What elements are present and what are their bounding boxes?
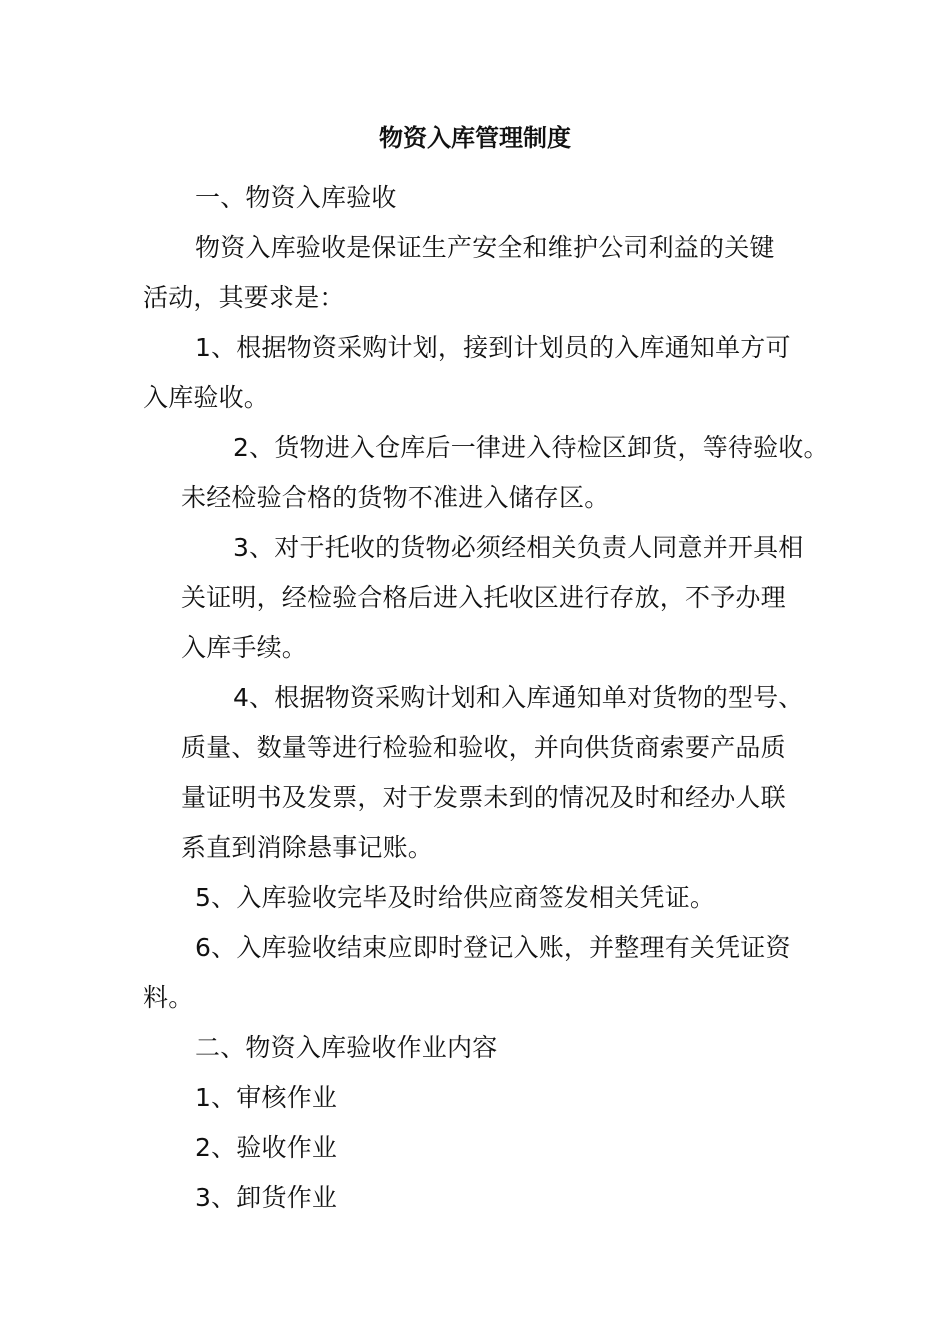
paragraph-line: 质量、数量等进行检验和验收，并向供货商索要产品质 xyxy=(181,733,786,762)
paragraph-line: 系直到消除悬事记账。 xyxy=(181,833,434,862)
list-item-6: 6、入库验收结束应即时登记入账，并整理有关凭证资 xyxy=(195,933,791,962)
list-item-unloading: 3、卸货作业 xyxy=(195,1183,338,1212)
list-item-acceptance: 2、验收作业 xyxy=(195,1133,338,1162)
document-title: 物资入库管理制度 xyxy=(379,124,571,152)
paragraph-line: 量证明书及发票，对于发票未到的情况及时和经办人联 xyxy=(181,783,786,812)
section-heading-1: 一、物资入库验收 xyxy=(195,183,397,212)
paragraph-line: 入库验收。 xyxy=(143,383,270,412)
paragraph-line: 未经检验合格的货物不准进入储存区。 xyxy=(181,483,610,512)
paragraph-line: 关证明，经检验合格后进入托收区进行存放，不予办理 xyxy=(181,583,786,612)
paragraph-line: 料。 xyxy=(143,983,194,1012)
list-item-4: 4、根据物资采购计划和入库通知单对货物的型号、 xyxy=(233,683,804,712)
list-item-3: 3、对于托收的货物必须经相关负责人同意并开具相 xyxy=(233,533,804,562)
paragraph-line: 物资入库验收是保证生产安全和维护公司利益的关键 xyxy=(195,233,775,262)
list-item-5: 5、入库验收完毕及时给供应商签发相关凭证。 xyxy=(195,883,716,912)
section-heading-2: 二、物资入库验收作业内容 xyxy=(195,1033,498,1062)
list-item-2: 2、货物进入仓库后一律进入待检区卸货，等待验收。 xyxy=(233,433,829,462)
list-item-review: 1、审核作业 xyxy=(195,1083,338,1112)
paragraph-line: 入库手续。 xyxy=(181,633,308,662)
paragraph-line: 活动，其要求是： xyxy=(143,283,345,312)
list-item-1: 1、根据物资采购计划，接到计划员的入库通知单方可 xyxy=(195,333,791,362)
